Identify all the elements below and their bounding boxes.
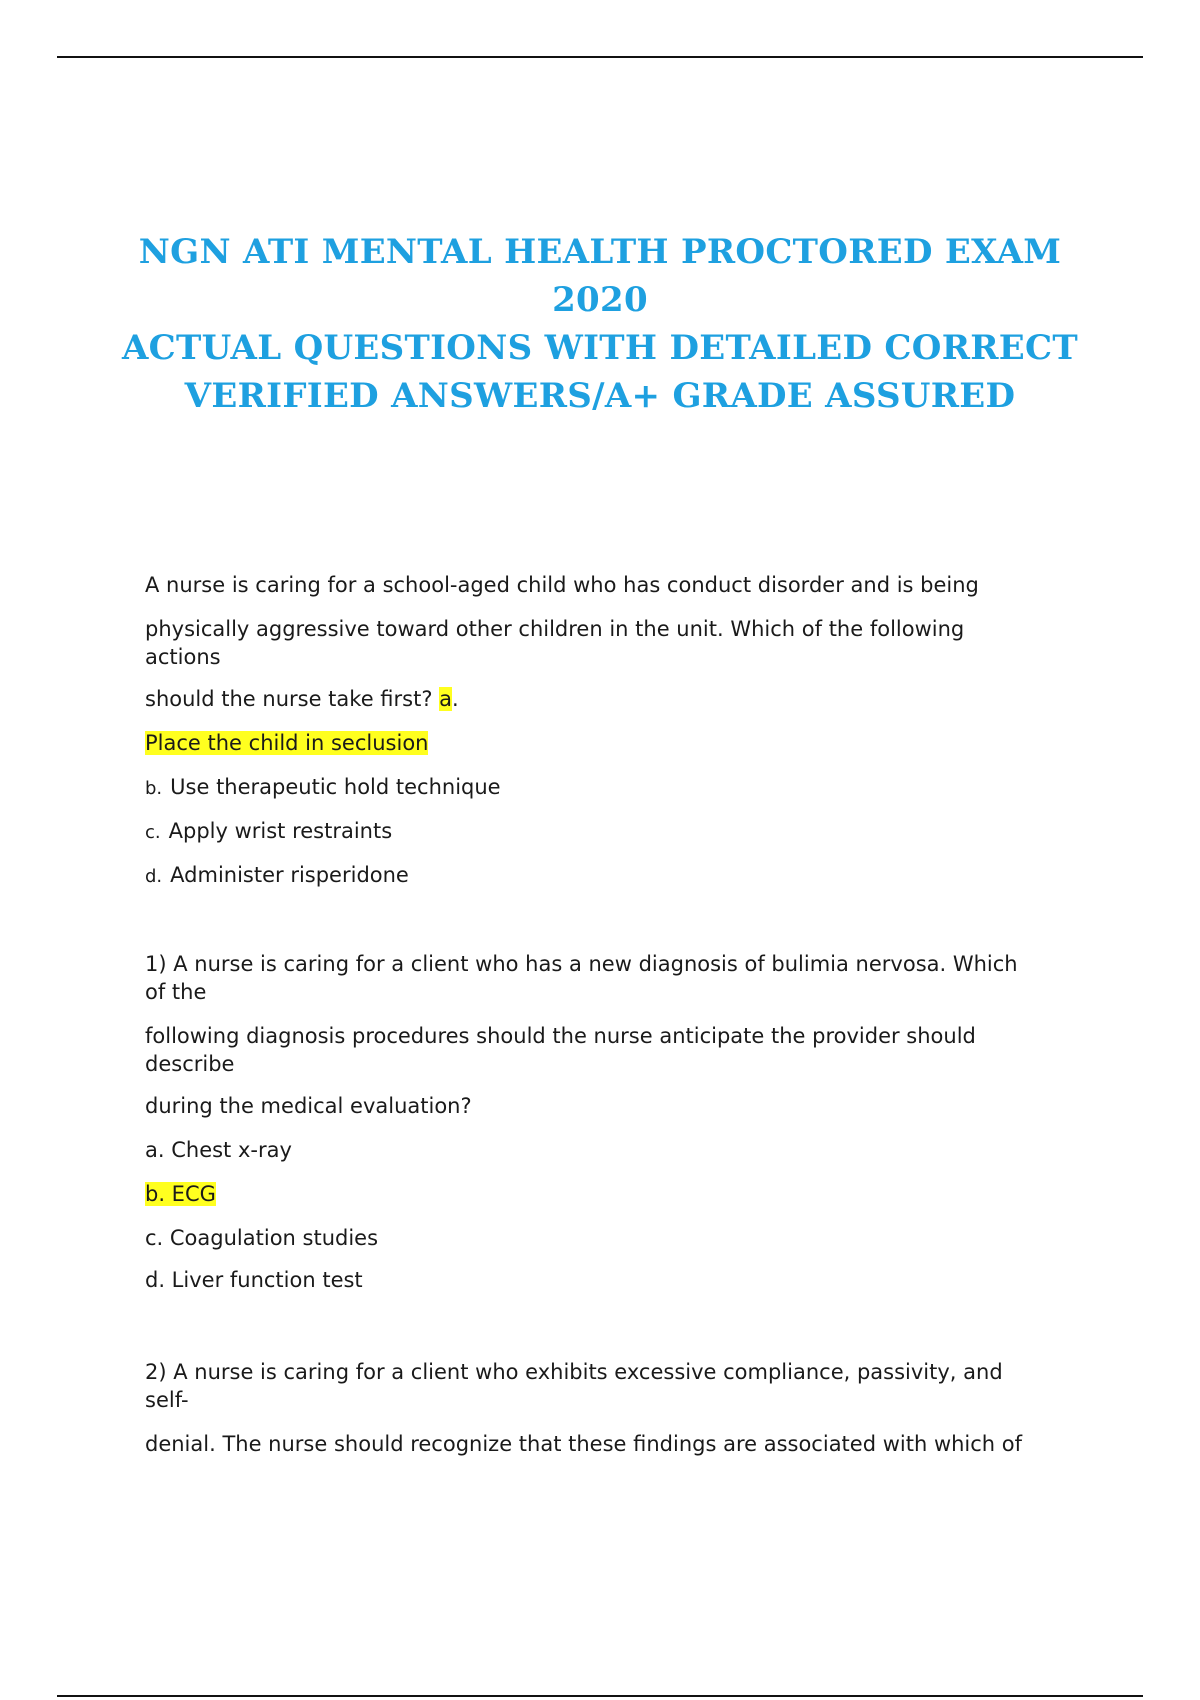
q0-stem-line-3: actions xyxy=(145,645,221,669)
title-line-1: NGN ATI MENTAL HEALTH PROCTORED EXAM 2020 xyxy=(138,232,1062,320)
bottom-rule xyxy=(57,1695,1143,1697)
q1-stem-line-1: 1) A nurse is caring for a client who has a new diagnosis of bulimia nervosa. Which xyxy=(145,952,1018,976)
q2-stem-line-3: denial. The nurse should recognize that these findings are associated with which of xyxy=(145,1432,1023,1456)
title-line-3: VERIFIED ANSWERS/A+ GRADE ASSURED xyxy=(184,376,1016,416)
q0-stem-line-4 xyxy=(145,686,459,712)
q0-option-d xyxy=(145,862,409,890)
q1-answer-highlight: b. ECG xyxy=(145,1182,216,1206)
q0-stem-line-1: A nurse is caring for a school-aged child who has conduct disorder and is being xyxy=(145,573,979,597)
q1-option-b xyxy=(145,1181,216,1207)
option-letter: c. xyxy=(145,822,161,843)
top-rule xyxy=(57,56,1143,58)
q1-stem-line-5: during the medical evaluation? xyxy=(145,1094,472,1118)
document-title xyxy=(100,228,1100,420)
option-text: Use therapeutic hold technique xyxy=(170,775,501,799)
option-letter: d. xyxy=(145,866,163,887)
q0-stem-period: . xyxy=(452,687,459,711)
q1-stem-line-3: following diagnosis procedures should the nurse anticipate the provider should xyxy=(145,1024,976,1048)
q0-stem-line-2: physically aggressive toward other children in the unit. Which of the following xyxy=(145,617,965,641)
option-text: Administer risperidone xyxy=(170,863,409,887)
q1-stem-line-2: of the xyxy=(145,980,207,1004)
q0-option-c xyxy=(145,818,392,846)
q1-option-c: c. Coagulation studies xyxy=(145,1226,379,1250)
q1-stem-line-4: describe xyxy=(145,1052,235,1076)
q0-stem-text: should the nurse take first? xyxy=(145,687,440,711)
q2-stem-line-1: 2) A nurse is caring for a client who exhibits excessive compliance, passivity, and xyxy=(145,1360,1003,1384)
q0-option-b xyxy=(145,774,501,802)
q1-option-d: d. Liver function test xyxy=(145,1268,363,1292)
q0-answer-highlight: Place the child in seclusion xyxy=(145,731,429,755)
q1-option-a: a. Chest x-ray xyxy=(145,1138,292,1162)
option-letter: b. xyxy=(145,778,163,799)
option-text: Apply wrist restraints xyxy=(168,819,393,843)
q2-stem-line-2: self- xyxy=(145,1388,189,1412)
q0-correct-answer xyxy=(145,730,428,756)
q0-answer-letter-highlight: a xyxy=(439,687,453,711)
title-line-2: ACTUAL QUESTIONS WITH DETAILED CORRECT xyxy=(122,328,1078,368)
